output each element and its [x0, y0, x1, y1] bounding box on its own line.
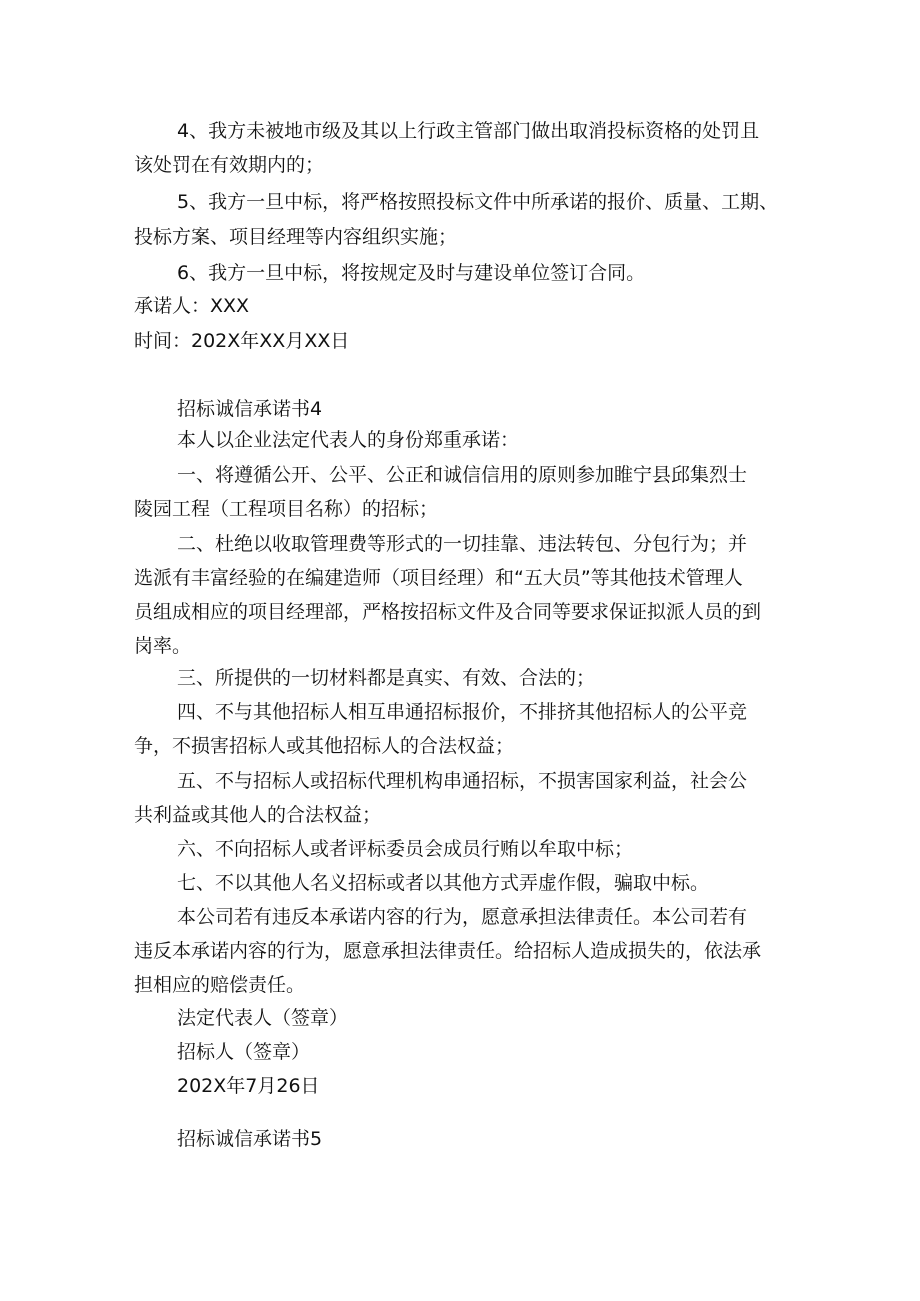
- section-5-title: 招标诚信承诺书5: [177, 1128, 323, 1150]
- clause-4-line-2: 争，不损害招标人或其他招标人的合法权益；: [134, 735, 515, 757]
- item-5-line-1: 5、我方一旦中标，将严格按照投标文件中所承诺的报价、质量、工期、: [177, 191, 779, 213]
- item-5-line-2: 投标方案、项目经理等内容组织实施；: [134, 226, 458, 248]
- item-4-line-2: 该处罚在有效期内的；: [134, 154, 325, 176]
- clause-1-line-2: 陵园工程（工程项目名称）的招标；: [134, 498, 439, 520]
- liability-line-3: 担相应的赔偿责任。: [134, 974, 306, 996]
- signature-date: 202X年7月26日: [177, 1075, 320, 1097]
- clause-3: 三、所提供的一切材料都是真实、有效、合法的；: [177, 667, 596, 689]
- clause-4-line-1: 四、不与其他招标人相互串通招标报价，不排挤其他招标人的公平竞: [177, 701, 748, 723]
- clause-2-line-2: 选派有丰富经验的在编建造师（项目经理）和“五大员”等其他技术管理人: [134, 567, 743, 589]
- clause-5-line-1: 五、不与招标人或招标代理机构串通招标，不损害国家利益，社会公: [177, 770, 748, 792]
- clause-6: 六、不向招标人或者评标委员会成员行贿以牟取中标；: [177, 838, 634, 860]
- section-4-title: 招标诚信承诺书4: [177, 398, 323, 420]
- clause-2-line-4: 岗率。: [134, 635, 192, 657]
- legal-rep-signature: 法定代表人（签章）: [177, 1007, 349, 1029]
- clause-7: 七、不以其他人名义招标或者以其他方式弄虚作假，骗取中标。: [177, 872, 710, 894]
- bidder-signature: 招标人（签章）: [177, 1041, 311, 1063]
- clause-2-line-1: 二、杜绝以收取管理费等形式的一切挂靠、违法转包、分包行为；并: [177, 533, 748, 555]
- clause-5-line-2: 共利益或其他人的合法权益；: [134, 804, 382, 826]
- promisor-line: 承诺人：XXX: [134, 295, 250, 317]
- section-4-intro: 本人以企业法定代表人的身份郑重承诺：: [177, 429, 520, 451]
- item-6: 6、我方一旦中标，将按规定及时与建设单位签订合同。: [177, 262, 646, 284]
- item-4-line-1: 4、我方未被地市级及其以上行政主管部门做出取消投标资格的处罚且: [177, 120, 760, 142]
- time-line: 时间：202X年XX月XX日: [134, 330, 350, 352]
- clause-2-line-3: 员组成相应的项目经理部，严格按招标文件及合同等要求保证拟派人员的到: [134, 601, 762, 623]
- liability-line-2: 违反本承诺内容的行为，愿意承担法律责任。给招标人造成损失的，依法承: [134, 940, 762, 962]
- clause-1-line-1: 一、将遵循公开、公平、公正和诚信信用的原则参加睢宁县邱集烈士: [177, 464, 748, 486]
- liability-line-1: 本公司若有违反本承诺内容的行为，愿意承担法律责任。本公司若有: [177, 906, 748, 928]
